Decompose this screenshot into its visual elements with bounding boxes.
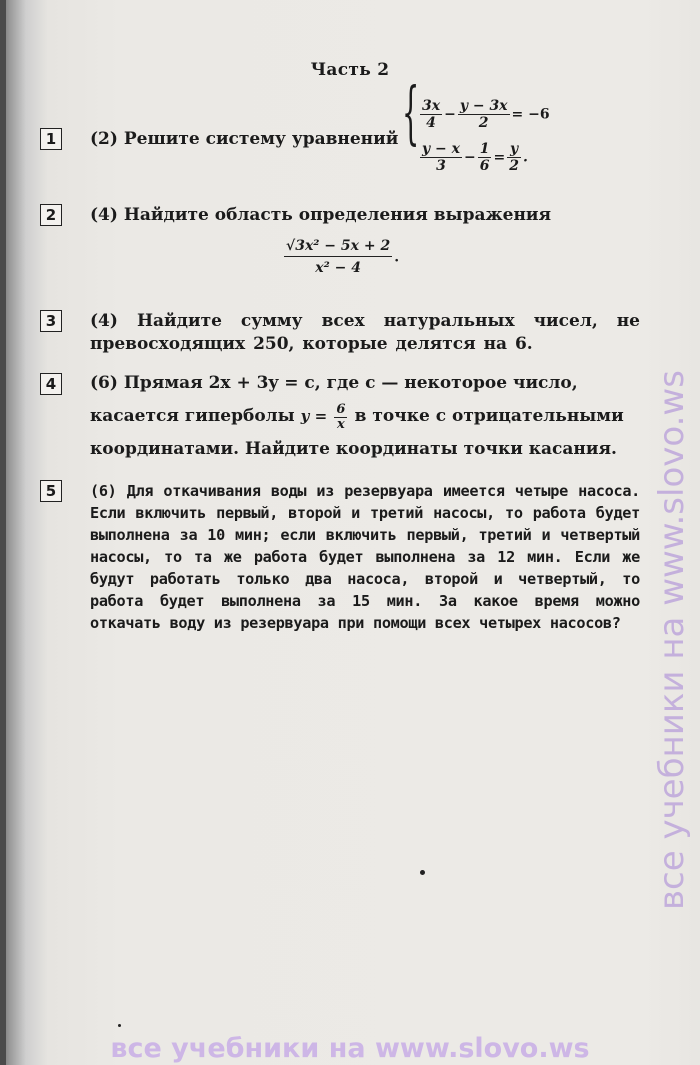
problem-number: 3 <box>40 310 62 332</box>
book-spine-shadow <box>0 0 6 1065</box>
vertical-watermark: все учебники на www.slovo.ws <box>652 370 692 910</box>
problem-text: Найдите сумму всех натуральных чисел, не превосходящих 250, которые делятся на 6. <box>90 311 641 354</box>
problem-number: 2 <box>40 204 62 226</box>
problem-number: 4 <box>40 373 62 395</box>
system-brace: { <box>402 74 420 153</box>
problem-text: Для откачивания воды из резервуара имеется четыре насоса. Если включить первый, второй и третий насосы, то работа будет выполнена за 10 мин; если включить первый, третий и четвертый насосы, то та же работа будет выполнена за 12 мин. Если же будут работать только два насоса, второй и четвертый, то работа будет выполнена за 15 мин. За какое время можно откачать воду из резервуара при помощи всех четырех насосов? <box>90 482 641 632</box>
problem-points: (6) <box>90 373 118 393</box>
problem-text-line-3: координатами. Найдите координаты точки касания. <box>90 439 617 459</box>
problem-number: 5 <box>40 480 62 502</box>
print-speck <box>118 1024 121 1027</box>
expression-numerator: √3x² − 5x + 2 <box>284 236 392 257</box>
expression-fraction: $\frac{\text{√3x² − 5x + 2}}{\text{x² − 4}}$ . <box>282 236 399 279</box>
problem-text: Найдите область определения выражения <box>123 205 552 225</box>
equation-2: $\frac{y - x}{3}$ − $\frac{1}{6}$ = $\frac{y}{2}$ . <box>422 141 528 174</box>
problem-points: (4) <box>90 205 118 225</box>
problem-points: (2) <box>90 129 118 149</box>
problem-text: Решите систему уравнений <box>123 129 399 149</box>
equation-system <box>402 74 558 178</box>
problem-points: (4) <box>90 311 118 331</box>
hyperbola-formula: y = $\frac{6}{x}$ <box>300 401 346 432</box>
section-title: Часть 2 <box>310 60 390 80</box>
print-speck <box>420 870 425 875</box>
problem-text-line-1: Прямая 2x + 3y = c, где c — некоторое число, <box>123 373 578 393</box>
problem-text-line-2b: в точке с отрицательными <box>354 406 624 426</box>
expression-denominator: x² − 4 <box>315 260 361 276</box>
bottom-watermark: все учебники на www.slovo.ws <box>110 1033 590 1064</box>
equation-1: $\frac{3x}{4}$ − $\frac{y - 3x}{2}$ = −6 <box>422 98 550 131</box>
problem-text-line-2: касается гиперболы <box>90 406 295 426</box>
problem-points: (6) <box>90 482 117 500</box>
problem-number: 1 <box>40 128 62 150</box>
